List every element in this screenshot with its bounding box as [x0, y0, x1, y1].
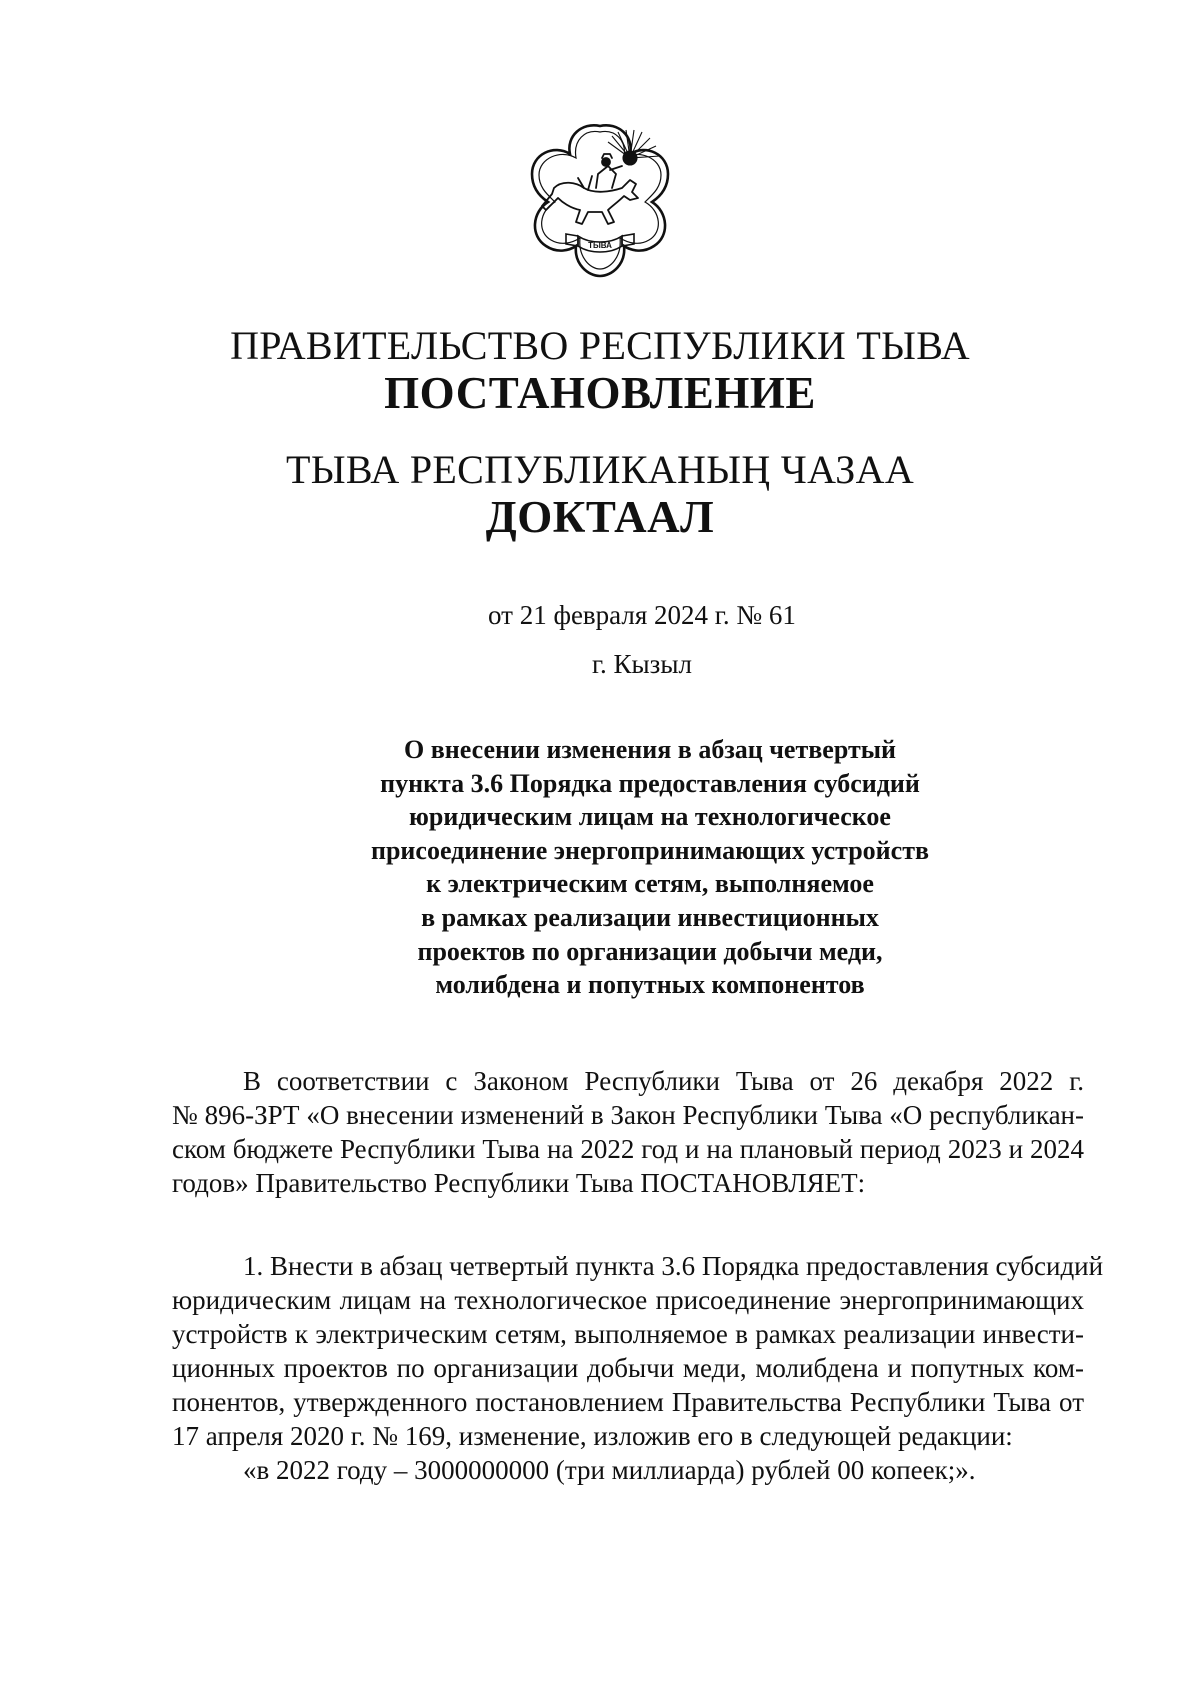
document-title — [300, 733, 1000, 1002]
paragraph-line: ционных проектов по организации добычи меди, молибдена и попутных ком- — [172, 1353, 1084, 1383]
horse-rider-icon — [542, 154, 638, 224]
paragraph-line: годов» Правительство Республики Тыва ПОСТАНОВЛЯЕТ: — [172, 1168, 866, 1198]
paragraph-line: юридическим лицам на технологическое присоединение энергопринимающих — [172, 1285, 1084, 1315]
government-name-ru: ПРАВИТЕЛЬСТВО РЕСПУБЛИКИ ТЫВА — [230, 323, 970, 368]
paragraph-line: «в 2022 году – 3000000000 (три миллиарда) рублей 00 копеек;». — [243, 1455, 976, 1485]
amendment-quote — [172, 1453, 1084, 1487]
government-name-tv: ТЫВА РЕСПУБЛИКАНЫҢ ЧАЗАА — [285, 447, 915, 492]
document-date-number: от 21 февраля 2024 г. № 61 — [488, 600, 796, 630]
paragraph-line: ском бюджете Республики Тыва на 2022 год и на плановый период 2023 и 2024 — [172, 1134, 1084, 1164]
title-line: проектов по организации добычи меди, — [417, 936, 883, 966]
title-line: к электрическим сетям, выполняемое — [426, 869, 874, 899]
document-city: г. Кызыл — [592, 649, 692, 679]
paragraph-line: 17 апреля 2020 г. № 169, изменение, изложив его в следующей редакции: — [172, 1421, 1013, 1451]
paragraph-line: понентов, утвержденного постановлением Правительства Республики Тыва от — [172, 1387, 1084, 1417]
ribbon-text: ТЫВА — [588, 241, 612, 250]
title-line: О внесении изменения в абзац четвертый — [404, 735, 896, 764]
title-line: юридическим лицам на технологическое — [409, 802, 891, 832]
preamble-paragraph — [172, 1064, 1084, 1200]
item-1-paragraph — [172, 1249, 1104, 1453]
title-line: молибдена и попутных компонентов — [435, 970, 865, 1000]
document-type-ru: ПОСТАНОВЛЕНИЕ — [384, 368, 816, 418]
tuva-emblem-icon — [518, 118, 682, 282]
title-line: пункта 3.6 Порядка предоставления субсидий — [380, 768, 920, 798]
paragraph-line: В соответствии с Законом Республики Тыва от 26 декабря 2022 г. — [243, 1066, 1084, 1096]
paragraph-line: 1. Внести в абзац четвертый пункта 3.6 Порядка предоставления субсидий — [243, 1251, 1104, 1281]
title-line: присоединение энергопринимающих устройств — [370, 835, 930, 865]
paragraph-line: № 896-ЗРТ «О внесении изменений в Закон Республики Тыва «О республикан- — [172, 1100, 1084, 1130]
title-line: в рамках реализации инвестиционных — [421, 902, 879, 932]
paragraph-line: устройств к электрическим сетям, выполняемое в рамках реализации инвести- — [172, 1319, 1084, 1349]
emblem-outline — [532, 125, 668, 276]
document-type-tv: ДОКТААЛ — [485, 492, 715, 542]
